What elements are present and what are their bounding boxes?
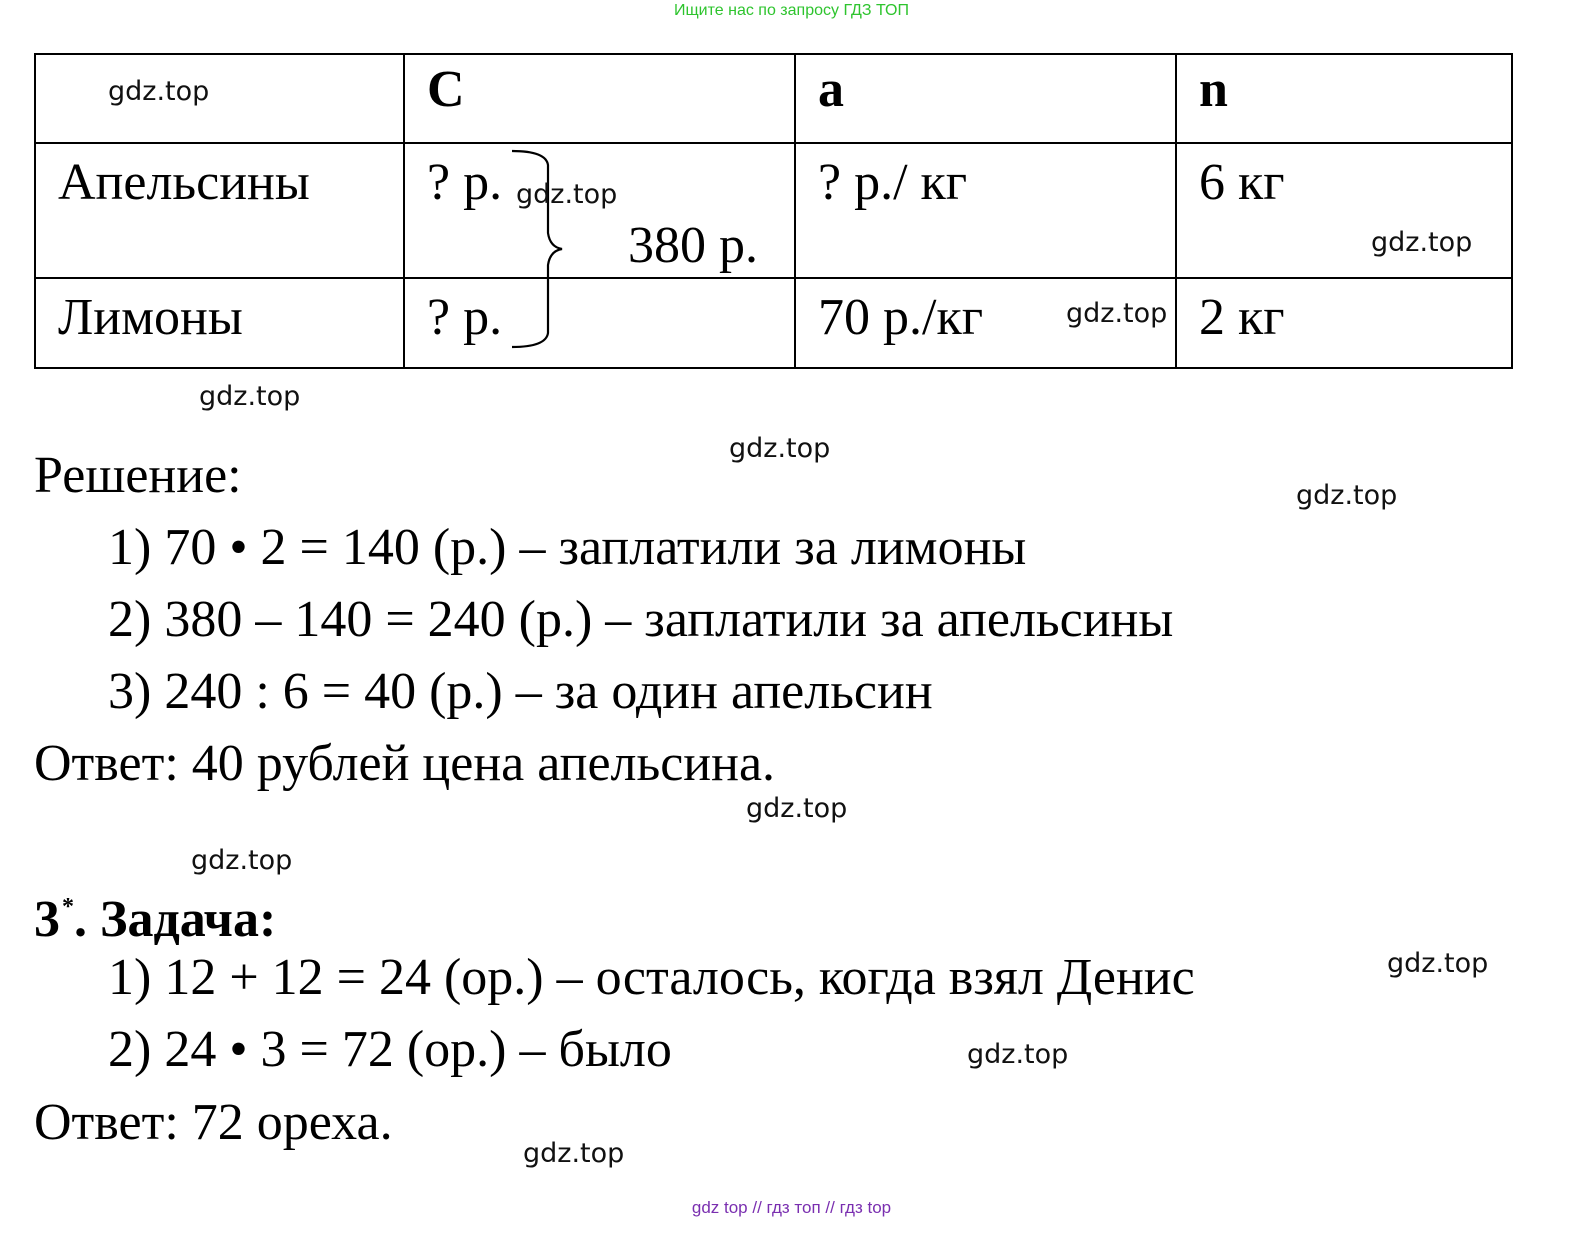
watermark: gdz.top <box>1371 227 1473 258</box>
task3-star: * <box>62 894 74 920</box>
row-price: ? р./ кг <box>818 154 968 211</box>
task3-number: 3 <box>34 891 60 948</box>
watermark: gdz.top <box>1066 298 1168 329</box>
task3-step: 1) 12 + 12 = 24 (ор.) – осталось, когда взял Денис <box>108 949 1195 1006</box>
watermark: gdz.top <box>516 179 618 210</box>
solution-step: 2) 380 – 140 = 240 (р.) – заплатили за апельсины <box>108 591 1174 648</box>
watermark: gdz.top <box>191 845 293 876</box>
watermark: gdz.top <box>1296 480 1398 511</box>
watermark: gdz.top <box>1387 948 1489 979</box>
row-cost: ? р. <box>427 154 503 211</box>
footer-link[interactable]: гдз top <box>839 1198 892 1217</box>
task3-title: . Задача: <box>74 891 277 948</box>
table-header-n: n <box>1176 54 1512 143</box>
task3-heading <box>34 877 276 950</box>
footer-separator: // <box>752 1198 762 1217</box>
table-header-a: a <box>795 54 1176 143</box>
row-name: Лимоны <box>58 289 243 346</box>
footer-link[interactable]: гдз топ <box>766 1198 821 1217</box>
solution-answer: Ответ: 40 рублей цена апельсина. <box>34 735 776 792</box>
task3-answer: Ответ: 72 ореха. <box>34 1094 393 1151</box>
row-cost: ? р. <box>427 289 503 346</box>
watermark: gdz.top <box>199 381 301 412</box>
solution-title: Решение: <box>34 447 242 504</box>
data-table <box>34 53 1513 369</box>
row-quantity: 6 кг <box>1199 154 1285 211</box>
watermark: gdz.top <box>523 1138 625 1169</box>
header-note: Ищите нас по запросу ГДЗ ТОП <box>674 2 909 19</box>
watermark: gdz.top <box>967 1039 1069 1070</box>
solution-step: 1) 70 • 2 = 140 (р.) – заплатили за лимоны <box>108 519 1027 576</box>
table-header-c: C <box>404 54 795 143</box>
total-cost: 380 р. <box>628 217 758 274</box>
watermark: gdz.top <box>729 433 831 464</box>
watermark: gdz.top <box>746 793 848 824</box>
footer-separator: // <box>825 1198 835 1217</box>
watermark: gdz.top <box>108 76 210 107</box>
footer-links <box>0 1198 1583 1218</box>
row-quantity: 2 кг <box>1199 289 1285 346</box>
table-row <box>35 278 1512 368</box>
footer-link[interactable]: gdz top <box>691 1198 748 1217</box>
solution-step: 3) 240 : 6 = 40 (р.) – за один апельсин <box>108 663 933 720</box>
table-header-row <box>35 54 1512 143</box>
table-header-empty <box>35 54 404 143</box>
task3-step: 2) 24 • 3 = 72 (ор.) – было <box>108 1021 672 1078</box>
row-name: Апельсины <box>58 154 310 211</box>
row-price: 70 р./кг <box>818 289 984 346</box>
table-row <box>35 143 1512 278</box>
